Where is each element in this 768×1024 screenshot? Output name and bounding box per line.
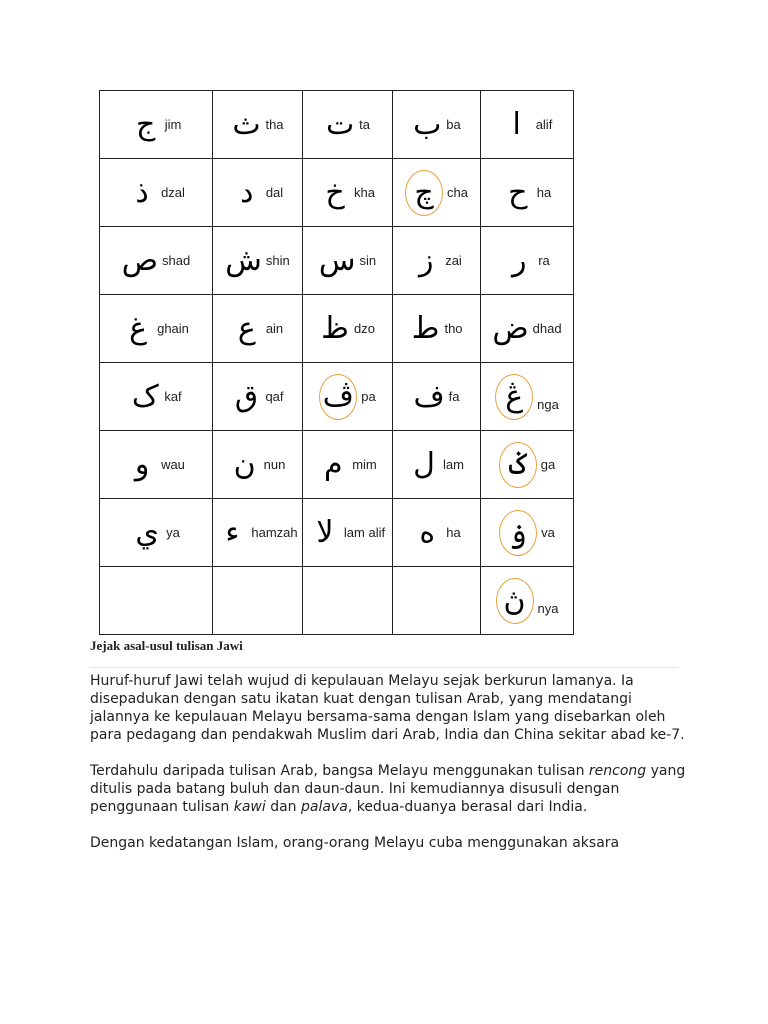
article-body xyxy=(90,672,690,870)
table-row xyxy=(100,499,574,567)
jawi-letter-glyph: غ xyxy=(129,310,148,346)
letter-cell-content xyxy=(213,227,302,294)
jawi-letter-glyph: س xyxy=(318,242,356,278)
letter-name: nun xyxy=(263,457,286,472)
table-row xyxy=(100,363,574,431)
paragraph-2 xyxy=(90,762,690,816)
letter-name: mim xyxy=(352,457,377,472)
letter-cell-content xyxy=(303,227,392,294)
letter-name: kha xyxy=(354,185,375,200)
letter-cell-content xyxy=(303,567,392,634)
jawi-letter-glyph: ش xyxy=(225,242,262,278)
paragraph-2-text-c: dan xyxy=(265,799,301,815)
letter-cell xyxy=(213,567,303,635)
letter-name: ghain xyxy=(157,321,189,336)
jawi-letter-glyph: ق xyxy=(234,378,259,414)
term-palava: palava xyxy=(301,799,348,815)
letter-cell xyxy=(213,363,303,431)
letter-name: alif xyxy=(535,117,553,132)
letter-cell-content xyxy=(393,295,480,362)
letter-cell-content xyxy=(100,499,212,566)
letter-cell-content xyxy=(100,91,212,158)
letter-name: dhad xyxy=(532,321,562,336)
letter-cell-content xyxy=(481,159,573,226)
letter-cell xyxy=(393,295,481,363)
jawi-letter-glyph: لا xyxy=(316,514,334,550)
letter-cell-content xyxy=(213,567,302,634)
letter-cell-content xyxy=(213,363,302,430)
table-row xyxy=(100,431,574,499)
letter-cell-content xyxy=(213,159,302,226)
letter-name: ta xyxy=(359,117,370,132)
letter-cell-content xyxy=(100,567,212,634)
jawi-letter-glyph: م xyxy=(323,446,343,482)
table-caption: Jejak asal-usul tulisan Jawi xyxy=(90,638,243,653)
letter-name: tha xyxy=(265,117,284,132)
letter-cell-content xyxy=(481,431,573,498)
letter-cell xyxy=(303,227,393,295)
letter-name: dal xyxy=(265,185,284,200)
letter-name: ga xyxy=(540,457,556,472)
letter-cell xyxy=(213,295,303,363)
term-rencong: rencong xyxy=(588,763,647,779)
paragraph-2-text-b: yang ditulis pada batang buluh dan daun-daun. Ini kemudiannya disusuli dengan penggunaan tulisan xyxy=(90,763,686,815)
letter-cell xyxy=(393,499,481,567)
jawi-letter-glyph: ا xyxy=(512,106,521,142)
jawi-letter-glyph: ي xyxy=(135,514,159,550)
jawi-letter-glyph: و xyxy=(134,446,150,482)
jawi-letter-glyph: ظ xyxy=(321,310,349,346)
letter-cell-content xyxy=(100,227,212,294)
letter-cell-content xyxy=(481,91,573,158)
jawi-letter-glyph: ۏ xyxy=(499,510,537,556)
letter-cell xyxy=(303,159,393,227)
jawi-letter-glyph: ز xyxy=(418,242,434,278)
letter-cell xyxy=(481,431,574,499)
table-row xyxy=(100,91,574,159)
letter-cell xyxy=(213,91,303,159)
letter-name: ha xyxy=(536,185,552,200)
jawi-letter-glyph: خ xyxy=(325,174,345,210)
letter-name: va xyxy=(541,525,555,540)
divider xyxy=(90,667,678,668)
letter-name: qaf xyxy=(265,389,284,404)
table-row xyxy=(100,567,574,635)
letter-cell-content xyxy=(393,91,480,158)
jawi-letter-glyph: ڠ xyxy=(495,374,533,420)
jawi-letter-glyph: ه xyxy=(419,514,436,550)
letter-cell-content xyxy=(393,567,480,634)
letter-name: fa xyxy=(448,389,460,404)
letter-cell xyxy=(100,567,213,635)
letter-cell xyxy=(303,91,393,159)
jawi-letter-glyph: ت xyxy=(325,106,355,142)
letter-name: lam xyxy=(443,457,464,472)
letter-cell-content xyxy=(393,431,480,498)
jawi-letter-glyph: ذ xyxy=(135,174,149,210)
letter-cell-content xyxy=(213,431,302,498)
letter-name: wau xyxy=(161,457,185,472)
letter-name: pa xyxy=(361,389,376,404)
jawi-letter-glyph: ب xyxy=(413,106,442,142)
letter-cell xyxy=(481,363,574,431)
jawi-letter-glyph: ڽ xyxy=(496,578,534,624)
paragraph-2-text-d: , kedua-duanya berasal dari India. xyxy=(347,799,588,815)
letter-cell xyxy=(100,431,213,499)
letter-name: sin xyxy=(359,253,377,268)
table-row xyxy=(100,295,574,363)
letter-cell-content xyxy=(303,363,392,430)
letter-cell xyxy=(303,295,393,363)
letter-cell xyxy=(303,499,393,567)
letter-cell xyxy=(100,499,213,567)
jawi-letter-glyph: ݢ xyxy=(499,442,537,488)
letter-cell-content xyxy=(100,295,212,362)
letter-cell-content xyxy=(213,499,302,566)
letter-name: ain xyxy=(265,321,284,336)
letter-cell xyxy=(303,567,393,635)
paragraph-1: Huruf-huruf Jawi telah wujud di kepulauan Melayu sejak berkurun lamanya. Ia disepadukan dengan satu ikatan kuat dengan tulisan Arab, yang mendatangi jalannya ke kepulauan Melayu bersama-sama dengan Islam yang disebarkan oleh para pedagang dan pendakwah Muslim dari Arab, India dan China sekitar abad ke-7. xyxy=(90,673,685,743)
jawi-letter-glyph: ط xyxy=(411,310,440,346)
letter-cell-content xyxy=(481,499,573,566)
term-kawi: kawi xyxy=(233,799,266,815)
letter-cell xyxy=(393,431,481,499)
letter-name: ya xyxy=(166,525,180,540)
letter-name: ha xyxy=(446,525,461,540)
letter-name: shin xyxy=(265,253,290,268)
letter-cell xyxy=(213,227,303,295)
letter-name: cha xyxy=(447,185,468,200)
letter-name: kaf xyxy=(164,389,182,404)
letter-cell-content xyxy=(303,431,392,498)
jawi-letter-glyph: د xyxy=(240,174,254,210)
letter-name: ra xyxy=(538,253,550,268)
paragraph-2-text-a: Terdahulu daripada tulisan Arab, bangsa Melayu menggunakan tulisan xyxy=(90,763,589,779)
letter-cell-content xyxy=(393,363,480,430)
letter-name: nya xyxy=(537,601,559,616)
letter-cell xyxy=(100,363,213,431)
letter-cell-content xyxy=(481,363,573,430)
letter-cell-content xyxy=(303,295,392,362)
letter-name: ba xyxy=(446,117,461,132)
jawi-letter-glyph: ء xyxy=(225,514,240,550)
letter-cell xyxy=(481,91,574,159)
letter-cell xyxy=(213,431,303,499)
letter-cell xyxy=(481,159,574,227)
letter-cell xyxy=(393,227,481,295)
jawi-letter-glyph: ث xyxy=(232,106,261,142)
jawi-letter-glyph: ح xyxy=(508,174,528,210)
table-row xyxy=(100,227,574,295)
letter-cell xyxy=(481,227,574,295)
letter-name: dzo xyxy=(354,321,375,336)
jawi-letter-glyph: ص xyxy=(121,242,159,278)
letter-cell-content xyxy=(100,363,212,430)
letter-cell xyxy=(100,91,213,159)
letter-name: dzal xyxy=(161,185,185,200)
jawi-letter-glyph: ل xyxy=(413,446,435,482)
jawi-alphabet-table xyxy=(99,90,574,635)
letter-cell-content xyxy=(481,227,573,294)
jawi-letter-glyph: ن xyxy=(233,446,256,482)
jawi-letter-glyph: ج xyxy=(136,106,156,142)
letter-cell xyxy=(100,295,213,363)
jawi-letter-glyph: ر xyxy=(511,242,527,278)
letter-cell-content xyxy=(100,431,212,498)
paragraph-3: Dengan kedatangan Islam, orang-orang Melayu cuba menggunakan aksara xyxy=(90,835,620,851)
letter-name: hamzah xyxy=(251,525,298,540)
letter-name: tho xyxy=(444,321,463,336)
letter-name: lam alif xyxy=(343,525,386,540)
letter-cell-content xyxy=(481,567,573,634)
letter-cell-content xyxy=(303,91,392,158)
jawi-letter-glyph: ڤ xyxy=(319,374,357,420)
letter-cell-content xyxy=(481,295,573,362)
letter-cell xyxy=(393,159,481,227)
letter-cell-content xyxy=(303,499,392,566)
letter-cell xyxy=(481,567,574,635)
letter-cell xyxy=(481,295,574,363)
letter-cell xyxy=(213,159,303,227)
jawi-letter-glyph: ع xyxy=(237,310,256,346)
letter-cell-content xyxy=(303,159,392,226)
letter-cell xyxy=(303,363,393,431)
letter-name: zai xyxy=(445,253,462,268)
letter-cell xyxy=(393,91,481,159)
letter-cell-content xyxy=(213,295,302,362)
table-row xyxy=(100,159,574,227)
jawi-letter-glyph: ک xyxy=(131,378,159,414)
letter-name: jim xyxy=(164,117,182,132)
letter-name: shad xyxy=(162,253,191,268)
letter-cell xyxy=(393,363,481,431)
jawi-letter-glyph: ض xyxy=(492,310,529,346)
letter-cell xyxy=(303,431,393,499)
letter-cell xyxy=(213,499,303,567)
letter-cell xyxy=(100,227,213,295)
letter-cell xyxy=(481,499,574,567)
letter-cell-content xyxy=(393,227,480,294)
letter-name: nga xyxy=(537,397,559,412)
letter-cell xyxy=(100,159,213,227)
letter-cell-content xyxy=(393,159,480,226)
letter-cell-content xyxy=(100,159,212,226)
letter-cell xyxy=(393,567,481,635)
jawi-letter-glyph: چ xyxy=(405,170,443,216)
letter-cell-content xyxy=(213,91,302,158)
jawi-letter-glyph: ف xyxy=(413,378,445,414)
letter-cell-content xyxy=(393,499,480,566)
